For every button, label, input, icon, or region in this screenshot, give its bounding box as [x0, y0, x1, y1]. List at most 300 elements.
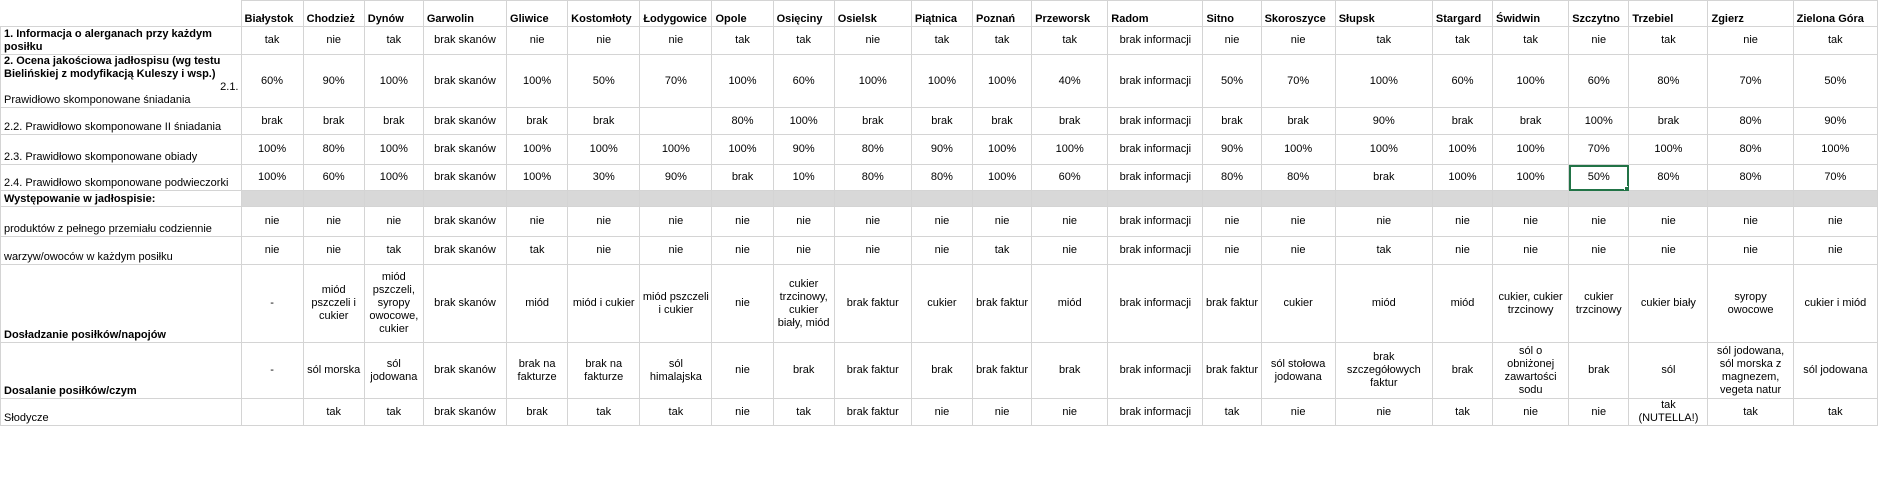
- row-label[interactable]: produktów z pełnego przemiału codziennie: [1, 207, 242, 237]
- table-cell[interactable]: [423, 191, 506, 207]
- table-cell[interactable]: tak: [972, 27, 1031, 55]
- table-cell[interactable]: 100%: [1432, 165, 1492, 191]
- table-cell[interactable]: 80%: [1708, 108, 1793, 135]
- column-header[interactable]: Dynów: [364, 1, 423, 27]
- table-cell[interactable]: tak: [712, 27, 773, 55]
- table-cell[interactable]: [712, 191, 773, 207]
- table-cell[interactable]: cukier: [1261, 265, 1335, 343]
- table-cell[interactable]: 90%: [773, 135, 834, 165]
- table-cell[interactable]: cukier biały: [1629, 265, 1708, 343]
- table-cell[interactable]: 50%: [1793, 55, 1877, 108]
- table-cell[interactable]: brak: [1493, 108, 1569, 135]
- row-label-subtext: Prawidłowo skomponowane śniadania: [4, 94, 191, 106]
- table-cell[interactable]: -: [241, 343, 303, 399]
- table-cell[interactable]: brak: [1032, 108, 1108, 135]
- row-label[interactable]: Słodycze: [1, 399, 242, 426]
- table-cell[interactable]: miód pszczeli, syropy owocowe, cukier: [364, 265, 423, 343]
- table-cell[interactable]: [640, 108, 712, 135]
- table-cell[interactable]: miód pszczeli i cukier: [640, 265, 712, 343]
- table-cell[interactable]: brak skanów: [423, 27, 506, 55]
- table-cell[interactable]: tak: [1432, 27, 1492, 55]
- table-cell[interactable]: 100%: [241, 165, 303, 191]
- table-cell[interactable]: brak: [1203, 108, 1261, 135]
- table-cell[interactable]: 70%: [1793, 165, 1877, 191]
- table-cell[interactable]: 80%: [1203, 165, 1261, 191]
- table-cell[interactable]: 100%: [972, 165, 1031, 191]
- row-label[interactable]: warzyw/owoców w każdym posiłku: [1, 237, 242, 265]
- table-cell[interactable]: nie: [1708, 207, 1793, 237]
- column-header[interactable]: Szczytno: [1569, 1, 1629, 27]
- table-cell[interactable]: 80%: [1708, 165, 1793, 191]
- table-cell[interactable]: 100%: [640, 135, 712, 165]
- column-header[interactable]: Świdwin: [1493, 1, 1569, 27]
- table-cell[interactable]: nie: [640, 237, 712, 265]
- table-cell[interactable]: nie: [773, 207, 834, 237]
- table-cell[interactable]: 80%: [834, 135, 911, 165]
- table-cell[interactable]: 80%: [1708, 135, 1793, 165]
- table-cell[interactable]: sól: [1629, 343, 1708, 399]
- table-cell[interactable]: [241, 399, 303, 426]
- table-cell[interactable]: 90%: [1793, 108, 1877, 135]
- table-row: [1, 27, 1878, 55]
- table-cell[interactable]: brak szczegółowych faktur: [1335, 343, 1432, 399]
- table-cell[interactable]: nie: [1629, 207, 1708, 237]
- table-cell[interactable]: nie: [1793, 207, 1877, 237]
- column-header[interactable]: Łodygowice: [640, 1, 712, 27]
- table-cell[interactable]: tak: [303, 399, 364, 426]
- table-cell[interactable]: brak skanów: [423, 237, 506, 265]
- table-cell[interactable]: tak: [1335, 27, 1432, 55]
- table-cell[interactable]: 80%: [1629, 55, 1708, 108]
- table-cell[interactable]: 100%: [1261, 135, 1335, 165]
- table-cell[interactable]: tak: [568, 399, 640, 426]
- table-cell[interactable]: sól himalajska: [640, 343, 712, 399]
- table-cell[interactable]: brak informacji: [1108, 237, 1203, 265]
- table-cell[interactable]: brak informacji: [1108, 165, 1203, 191]
- table-cell[interactable]: tak: [1432, 399, 1492, 426]
- table-cell[interactable]: brak: [1261, 108, 1335, 135]
- table-cell[interactable]: brak skanów: [423, 207, 506, 237]
- table-cell[interactable]: [241, 191, 303, 207]
- table-cell[interactable]: sól morska: [303, 343, 364, 399]
- table-cell[interactable]: brak faktur: [1203, 265, 1261, 343]
- table-cell[interactable]: 60%: [1432, 55, 1492, 108]
- table-cell[interactable]: [640, 191, 712, 207]
- table-cell[interactable]: tak: [364, 237, 423, 265]
- table-cell[interactable]: brak: [773, 343, 834, 399]
- column-header[interactable]: Garwolin: [423, 1, 506, 27]
- table-cell[interactable]: 100%: [972, 135, 1031, 165]
- table-cell[interactable]: 40%: [1032, 55, 1108, 108]
- table-cell[interactable]: 100%: [241, 135, 303, 165]
- table-cell[interactable]: nie: [241, 207, 303, 237]
- table-cell[interactable]: nie: [1203, 237, 1261, 265]
- table-cell[interactable]: brak skanów: [423, 108, 506, 135]
- table-cell[interactable]: brak faktur: [972, 343, 1031, 399]
- table-cell[interactable]: cukier: [911, 265, 972, 343]
- table-cell[interactable]: [1708, 191, 1793, 207]
- table-cell[interactable]: nie: [1569, 237, 1629, 265]
- table-cell[interactable]: 100%: [1335, 135, 1432, 165]
- column-header[interactable]: Opole: [712, 1, 773, 27]
- table-cell[interactable]: [1203, 191, 1261, 207]
- table-cell[interactable]: nie: [568, 27, 640, 55]
- table-cell[interactable]: nie: [773, 237, 834, 265]
- table-cell[interactable]: 100%: [1793, 135, 1877, 165]
- corner-cell[interactable]: [1, 1, 242, 27]
- table-cell[interactable]: sól jodowana: [364, 343, 423, 399]
- table-row: [1, 55, 1878, 108]
- table-cell[interactable]: [1493, 191, 1569, 207]
- table-cell[interactable]: 100%: [911, 55, 972, 108]
- table-cell[interactable]: nie: [1203, 27, 1261, 55]
- table-cell[interactable]: brak: [911, 108, 972, 135]
- table-cell[interactable]: brak skanów: [423, 55, 506, 108]
- table-cell[interactable]: brak informacji: [1108, 207, 1203, 237]
- row-label[interactable]: 2.4. Prawidłowo skomponowane podwieczorki: [1, 165, 242, 191]
- table-cell[interactable]: cukier, cukier trzcinowy: [1493, 265, 1569, 343]
- table-cell[interactable]: 70%: [1708, 55, 1793, 108]
- table-cell[interactable]: miód pszczeli i cukier: [303, 265, 364, 343]
- row-label[interactable]: 2.3. Prawidłowo skomponowane obiady: [1, 135, 242, 165]
- table-cell[interactable]: nie: [1032, 207, 1108, 237]
- table-cell[interactable]: brak informacji: [1108, 27, 1203, 55]
- table-cell[interactable]: [1108, 191, 1203, 207]
- table-cell[interactable]: miód: [1032, 265, 1108, 343]
- table-cell[interactable]: 50%: [568, 55, 640, 108]
- table-cell[interactable]: brak: [1629, 108, 1708, 135]
- table-cell[interactable]: 100%: [1569, 108, 1629, 135]
- table-cell[interactable]: 80%: [1261, 165, 1335, 191]
- table-cell[interactable]: tak: [640, 399, 712, 426]
- table-cell[interactable]: nie: [1569, 27, 1629, 55]
- table-cell[interactable]: 10%: [773, 165, 834, 191]
- column-header[interactable]: Radom: [1108, 1, 1203, 27]
- column-header[interactable]: Zgierz: [1708, 1, 1793, 27]
- table-cell[interactable]: nie: [712, 207, 773, 237]
- table-cell[interactable]: 100%: [1493, 165, 1569, 191]
- table-cell[interactable]: nie: [1793, 237, 1877, 265]
- table-cell[interactable]: cukier trzcinowy: [1569, 265, 1629, 343]
- table-cell[interactable]: nie: [972, 399, 1031, 426]
- table-cell[interactable]: nie: [1261, 27, 1335, 55]
- column-header[interactable]: Osielsk: [834, 1, 911, 27]
- table-cell[interactable]: brak: [1432, 343, 1492, 399]
- table-cell[interactable]: brak faktur: [834, 399, 911, 426]
- table-cell[interactable]: [303, 191, 364, 207]
- table-cell[interactable]: brak skanów: [423, 165, 506, 191]
- column-header[interactable]: Trzebiel: [1629, 1, 1708, 27]
- table-cell[interactable]: tak: [1493, 27, 1569, 55]
- table-cell[interactable]: nie: [303, 207, 364, 237]
- table-cell[interactable]: 100%: [568, 135, 640, 165]
- table-cell[interactable]: miód: [1335, 265, 1432, 343]
- table-cell[interactable]: 70%: [640, 55, 712, 108]
- table-cell[interactable]: nie: [507, 207, 568, 237]
- table-cell[interactable]: nie: [303, 27, 364, 55]
- row-label-text: 2. Ocena jakościowa jadłospisu (wg testu Bielińskiej z modyfikacją Kuleszy i wsp.): [4, 55, 221, 80]
- row-label[interactable]: Występowanie w jadłospisie:: [1, 191, 242, 207]
- table-cell[interactable]: nie: [972, 207, 1031, 237]
- table-cell[interactable]: nie: [834, 207, 911, 237]
- table-cell[interactable]: tak: [773, 27, 834, 55]
- table-cell[interactable]: 80%: [712, 108, 773, 135]
- table-cell[interactable]: [507, 191, 568, 207]
- column-header[interactable]: Osięciny: [773, 1, 834, 27]
- table-cell[interactable]: nie: [712, 399, 773, 426]
- table-cell[interactable]: 70%: [1569, 135, 1629, 165]
- table-cell[interactable]: 90%: [1203, 135, 1261, 165]
- table-cell[interactable]: [1629, 191, 1708, 207]
- table-cell[interactable]: [773, 191, 834, 207]
- table-cell[interactable]: brak na fakturze: [568, 343, 640, 399]
- table-cell[interactable]: brak: [712, 165, 773, 191]
- table-cell[interactable]: brak faktur: [972, 265, 1031, 343]
- table-cell[interactable]: brak skanów: [423, 343, 506, 399]
- table-cell[interactable]: brak skanów: [423, 265, 506, 343]
- table-row: [1, 237, 1878, 265]
- table-cell[interactable]: 60%: [1569, 55, 1629, 108]
- table-cell[interactable]: nie: [1493, 207, 1569, 237]
- column-header[interactable]: Poznań: [972, 1, 1031, 27]
- table-cell[interactable]: nie: [364, 207, 423, 237]
- table-cell[interactable]: tak (NUTELLA!): [1629, 399, 1708, 426]
- table-cell[interactable]: sól stołowa jodowana: [1261, 343, 1335, 399]
- header-row: [1, 1, 1878, 27]
- table-cell[interactable]: tak: [1793, 399, 1877, 426]
- section-row: [1, 191, 1878, 207]
- table-cell[interactable]: nie: [911, 207, 972, 237]
- table-cell[interactable]: brak: [834, 108, 911, 135]
- table-cell[interactable]: nie: [712, 265, 773, 343]
- table-cell[interactable]: [972, 191, 1031, 207]
- table-cell[interactable]: brak: [241, 108, 303, 135]
- table-cell[interactable]: nie: [1569, 399, 1629, 426]
- table-cell[interactable]: tak: [1629, 27, 1708, 55]
- selected-cell[interactable]: 50%: [1569, 165, 1629, 191]
- table-cell[interactable]: tak: [1032, 27, 1108, 55]
- table-cell[interactable]: nie: [303, 237, 364, 265]
- table-cell[interactable]: tak: [364, 27, 423, 55]
- table-cell[interactable]: 90%: [911, 135, 972, 165]
- row-label[interactable]: Dosalanie posiłków/czym: [1, 343, 242, 399]
- table-cell[interactable]: tak: [911, 27, 972, 55]
- column-header[interactable]: Kostomłoty: [568, 1, 640, 27]
- table-cell[interactable]: nie: [241, 237, 303, 265]
- table-cell[interactable]: 80%: [303, 135, 364, 165]
- table-cell[interactable]: brak: [364, 108, 423, 135]
- table-cell[interactable]: brak: [1032, 343, 1108, 399]
- table-cell[interactable]: brak: [911, 343, 972, 399]
- table-cell[interactable]: [911, 191, 972, 207]
- table-cell[interactable]: miód: [507, 265, 568, 343]
- table-cell[interactable]: nie: [1432, 207, 1492, 237]
- table-cell[interactable]: tak: [507, 237, 568, 265]
- table-cell[interactable]: tak: [972, 237, 1031, 265]
- table-cell[interactable]: 90%: [1335, 108, 1432, 135]
- table-cell[interactable]: nie: [1261, 399, 1335, 426]
- table-cell[interactable]: 60%: [773, 55, 834, 108]
- table-cell[interactable]: nie: [1432, 237, 1492, 265]
- table-cell[interactable]: nie: [1708, 27, 1793, 55]
- table-cell[interactable]: [1569, 191, 1629, 207]
- table-cell[interactable]: nie: [1569, 207, 1629, 237]
- table-cell[interactable]: brak informacji: [1108, 265, 1203, 343]
- column-header[interactable]: Białystok: [241, 1, 303, 27]
- table-cell[interactable]: nie: [1032, 237, 1108, 265]
- table-cell[interactable]: tak: [364, 399, 423, 426]
- table-row: [1, 207, 1878, 237]
- table-cell[interactable]: 100%: [364, 165, 423, 191]
- table-cell[interactable]: nie: [911, 399, 972, 426]
- table-cell[interactable]: nie: [1261, 237, 1335, 265]
- table-cell[interactable]: [1432, 191, 1492, 207]
- table-cell[interactable]: nie: [1629, 237, 1708, 265]
- table-cell[interactable]: 100%: [1493, 55, 1569, 108]
- column-header[interactable]: Gliwice: [507, 1, 568, 27]
- table-cell[interactable]: brak: [568, 108, 640, 135]
- table-cell[interactable]: brak: [303, 108, 364, 135]
- fill-handle[interactable]: [1624, 186, 1629, 191]
- column-header[interactable]: Sitno: [1203, 1, 1261, 27]
- table-cell[interactable]: 60%: [1032, 165, 1108, 191]
- table-cell[interactable]: brak: [507, 108, 568, 135]
- table-cell[interactable]: 60%: [303, 165, 364, 191]
- table-cell[interactable]: 100%: [834, 55, 911, 108]
- table-cell[interactable]: sól o obniżonej zawartości sodu: [1493, 343, 1569, 399]
- table-cell[interactable]: [1032, 191, 1108, 207]
- table-cell[interactable]: nie: [1493, 399, 1569, 426]
- table-cell[interactable]: nie: [1261, 207, 1335, 237]
- table-cell[interactable]: brak faktur: [834, 265, 911, 343]
- table-cell[interactable]: nie: [1335, 399, 1432, 426]
- table-cell[interactable]: brak informacji: [1108, 55, 1203, 108]
- table-cell[interactable]: cukier trzcinowy, cukier biały, miód: [773, 265, 834, 343]
- table-row: [1, 135, 1878, 165]
- table-cell[interactable]: 50%: [1203, 55, 1261, 108]
- table-cell[interactable]: nie: [834, 237, 911, 265]
- table-cell[interactable]: miód i cukier: [568, 265, 640, 343]
- table-cell[interactable]: 100%: [712, 135, 773, 165]
- table-cell[interactable]: brak: [1335, 165, 1432, 191]
- table-cell[interactable]: [364, 191, 423, 207]
- column-header[interactable]: Przeworsk: [1032, 1, 1108, 27]
- table-cell[interactable]: nie: [1032, 399, 1108, 426]
- table-cell[interactable]: 90%: [303, 55, 364, 108]
- table-cell[interactable]: brak na fakturze: [507, 343, 568, 399]
- table-cell[interactable]: 90%: [640, 165, 712, 191]
- table-cell[interactable]: nie: [568, 237, 640, 265]
- row-label[interactable]: 1. Informacja o alerganach przy każdym posiłku: [1, 27, 242, 55]
- table-cell[interactable]: tak: [1708, 399, 1793, 426]
- table-cell[interactable]: nie: [712, 343, 773, 399]
- table-cell[interactable]: nie: [507, 27, 568, 55]
- table-cell[interactable]: brak informacji: [1108, 135, 1203, 165]
- row-label[interactable]: Dosładzanie posiłków/napojów: [1, 265, 242, 343]
- column-header[interactable]: Zielona Góra: [1793, 1, 1877, 27]
- table-cell[interactable]: [834, 191, 911, 207]
- table-cell[interactable]: sól jodowana, sól morska z magnezem, vegeta natur: [1708, 343, 1793, 399]
- table-cell[interactable]: 60%: [241, 55, 303, 108]
- table-cell[interactable]: brak: [1432, 108, 1492, 135]
- table-cell[interactable]: 100%: [1493, 135, 1569, 165]
- table-cell[interactable]: 30%: [568, 165, 640, 191]
- table-cell[interactable]: 100%: [1629, 135, 1708, 165]
- table-cell[interactable]: cukier i miód: [1793, 265, 1877, 343]
- table-cell[interactable]: 100%: [507, 165, 568, 191]
- table-cell[interactable]: 100%: [364, 135, 423, 165]
- table-cell[interactable]: nie: [640, 27, 712, 55]
- table-cell[interactable]: 80%: [1629, 165, 1708, 191]
- column-header[interactable]: Stargard: [1432, 1, 1492, 27]
- table-cell[interactable]: tak: [773, 399, 834, 426]
- table-cell[interactable]: [1261, 191, 1335, 207]
- table-cell[interactable]: nie: [1335, 207, 1432, 237]
- table-cell[interactable]: nie: [640, 207, 712, 237]
- table-cell[interactable]: sól jodowana: [1793, 343, 1877, 399]
- table-cell[interactable]: 100%: [773, 108, 834, 135]
- table-cell[interactable]: brak faktur: [1203, 343, 1261, 399]
- column-header[interactable]: Chodzież: [303, 1, 364, 27]
- table-cell[interactable]: tak: [241, 27, 303, 55]
- table-cell[interactable]: 100%: [1032, 135, 1108, 165]
- table-cell[interactable]: nie: [911, 237, 972, 265]
- table-cell[interactable]: 100%: [1432, 135, 1492, 165]
- table-cell[interactable]: brak skanów: [423, 399, 506, 426]
- table-cell[interactable]: 70%: [1261, 55, 1335, 108]
- table-cell[interactable]: nie: [1203, 207, 1261, 237]
- column-header[interactable]: Skoroszyce: [1261, 1, 1335, 27]
- table-cell[interactable]: -: [241, 265, 303, 343]
- table-cell[interactable]: [1793, 191, 1877, 207]
- table-cell[interactable]: nie: [1708, 237, 1793, 265]
- table-cell[interactable]: syropy owocowe: [1708, 265, 1793, 343]
- table-cell[interactable]: tak: [1335, 237, 1432, 265]
- table-row: [1, 399, 1878, 426]
- table-cell[interactable]: brak informacji: [1108, 343, 1203, 399]
- table-cell[interactable]: tak: [1793, 27, 1877, 55]
- table-cell[interactable]: brak informacji: [1108, 108, 1203, 135]
- table-cell[interactable]: brak informacji: [1108, 399, 1203, 426]
- table-cell[interactable]: tak: [1203, 399, 1261, 426]
- row-label[interactable]: 2.2. Prawidłowo skomponowane II śniadania: [1, 108, 242, 135]
- table-cell[interactable]: nie: [712, 237, 773, 265]
- table-cell[interactable]: 100%: [712, 55, 773, 108]
- row-label[interactable]: [1, 55, 242, 108]
- table-cell[interactable]: 100%: [507, 135, 568, 165]
- table-cell[interactable]: brak skanów: [423, 135, 506, 165]
- table-cell[interactable]: nie: [834, 27, 911, 55]
- table-cell[interactable]: 100%: [1335, 55, 1432, 108]
- column-header[interactable]: Słupsk: [1335, 1, 1432, 27]
- table-cell[interactable]: brak faktur: [834, 343, 911, 399]
- table-cell[interactable]: [1335, 191, 1432, 207]
- table-cell[interactable]: 80%: [911, 165, 972, 191]
- table-cell[interactable]: 100%: [972, 55, 1031, 108]
- table-cell[interactable]: nie: [568, 207, 640, 237]
- table-row: [1, 343, 1878, 399]
- table-cell[interactable]: [568, 191, 640, 207]
- table-cell[interactable]: 100%: [507, 55, 568, 108]
- table-cell[interactable]: 100%: [364, 55, 423, 108]
- table-cell[interactable]: brak: [507, 399, 568, 426]
- table-cell[interactable]: nie: [1493, 237, 1569, 265]
- table-cell[interactable]: miód: [1432, 265, 1492, 343]
- table-cell[interactable]: brak: [1569, 343, 1629, 399]
- table-cell[interactable]: brak: [972, 108, 1031, 135]
- column-header[interactable]: Piątnica: [911, 1, 972, 27]
- table-cell[interactable]: 80%: [834, 165, 911, 191]
